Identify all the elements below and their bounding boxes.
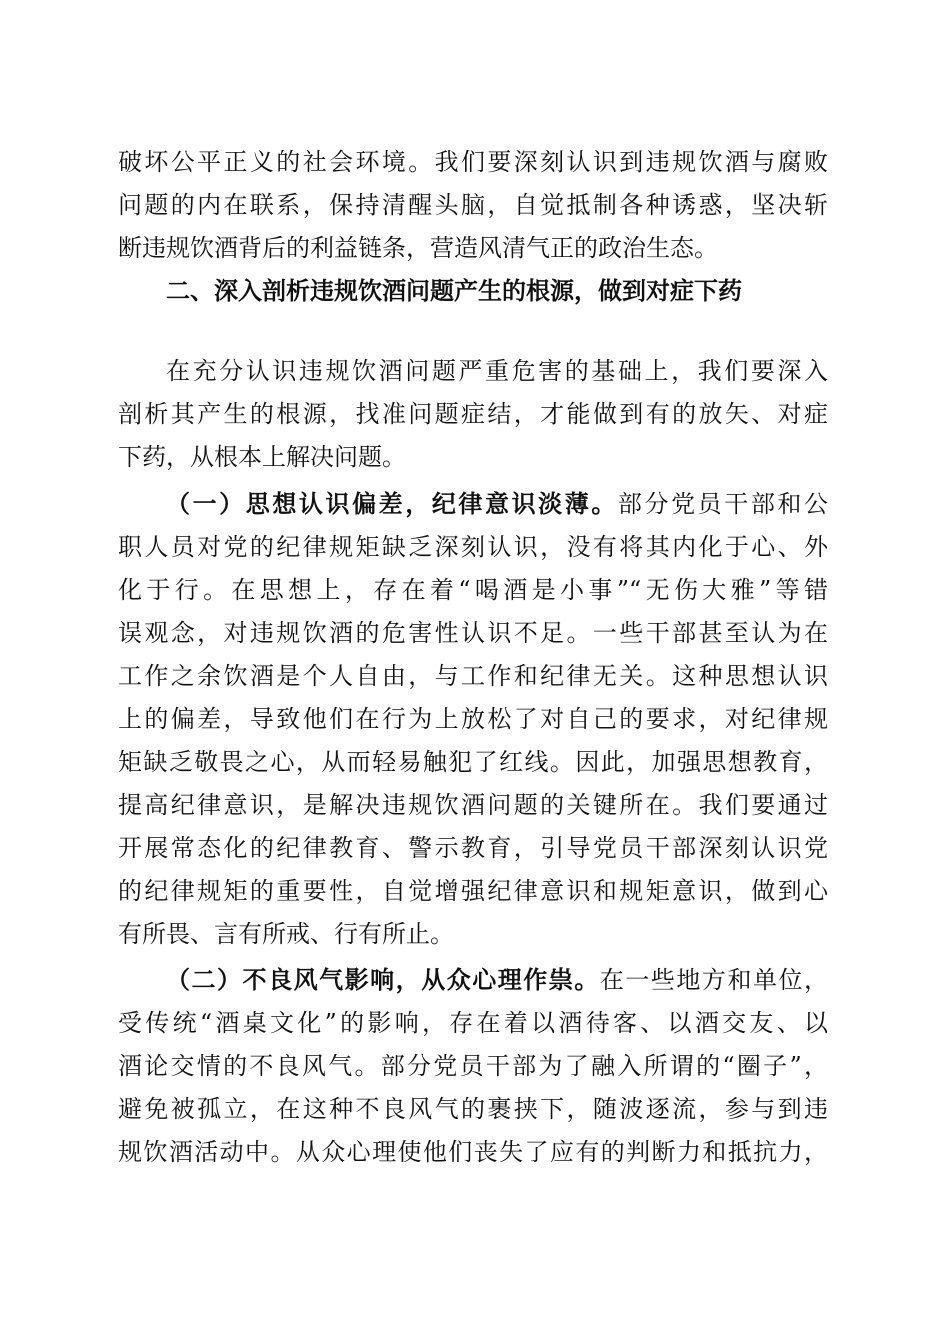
paragraph-line <box>166 488 828 520</box>
paragraph-line: 开展常态化的纪律教育、警示教育，引导党员干部深刻认识党 <box>118 834 828 862</box>
paragraph-line: 避免被孤立，在这种不良风气的裹挟下，随波逐流，参与到违 <box>118 1095 828 1123</box>
paragraph-line: 规饮酒活动中。从众心理使他们丧失了应有的判断力和抵抗力， <box>118 1138 828 1166</box>
subheading: （二）不良风气影响，从众心理作祟。 <box>166 966 600 994</box>
paragraph-line: 化于行。在思想上，存在着“喝酒是小事”“无伤大雅”等错 <box>118 576 828 604</box>
paragraph-line: 在充分认识违规饮酒问题严重危害的基础上，我们要深入 <box>166 357 828 385</box>
paragraph-line: 受传统“酒桌文化”的影响，存在着以酒待客、以酒交友、以 <box>118 1009 828 1037</box>
paragraph-text: 部分党员干部和公 <box>617 490 829 518</box>
paragraph-line: 断违规饮酒背后的利益链条，营造风清气正的政治生态。 <box>118 234 718 262</box>
paragraph-line: 工作之余饮酒是个人自由，与工作和纪律无关。这种思想认识 <box>118 662 828 690</box>
subheading: （一）思想认识偏差，纪律意识淡薄。 <box>166 490 618 518</box>
paragraph-line <box>166 964 828 996</box>
paragraph-line: 破坏公平正义的社会环境。我们要深刻认识到违规饮酒与腐败 <box>118 148 828 176</box>
paragraph-line: 矩缺乏敬畏之心，从而轻易触犯了红线。因此，加强思想教育， <box>118 748 828 776</box>
paragraph-line: 酒论交情的不良风气。部分党员干部为了融入所谓的“圈子”， <box>118 1052 828 1080</box>
paragraph-line: 误观念，对违规饮酒的危害性认识不足。一些干部甚至认为在 <box>118 619 828 647</box>
paragraph-line: 下药，从根本上解决问题。 <box>118 443 406 471</box>
paragraph-line: 有所畏、言有所戒、行有所止。 <box>118 920 454 948</box>
paragraph-line: 上的偏差，导致他们在行为上放松了对自己的要求，对纪律规 <box>118 705 828 733</box>
paragraph-line: 问题的内在联系，保持清醒头脑，自觉抵制各种诱惑，坚决斩 <box>118 191 828 219</box>
paragraph-text: 在一些地方和单位， <box>599 966 829 994</box>
paragraph-line: 职人员对党的纪律规矩缺乏深刻认识，没有将其内化于心、外 <box>118 533 828 561</box>
paragraph-line: 的纪律规矩的重要性，自觉增强纪律意识和规矩意识，做到心 <box>118 877 828 905</box>
section-heading: 二、深入剖析违规饮酒问题产生的根源，做到对症下药 <box>166 277 742 305</box>
paragraph-line: 剖析其产生的根源，找准问题症结，才能做到有的放矢、对症 <box>118 400 828 428</box>
paragraph-line: 提高纪律意识，是解决违规饮酒问题的关键所在。我们要通过 <box>118 791 828 819</box>
